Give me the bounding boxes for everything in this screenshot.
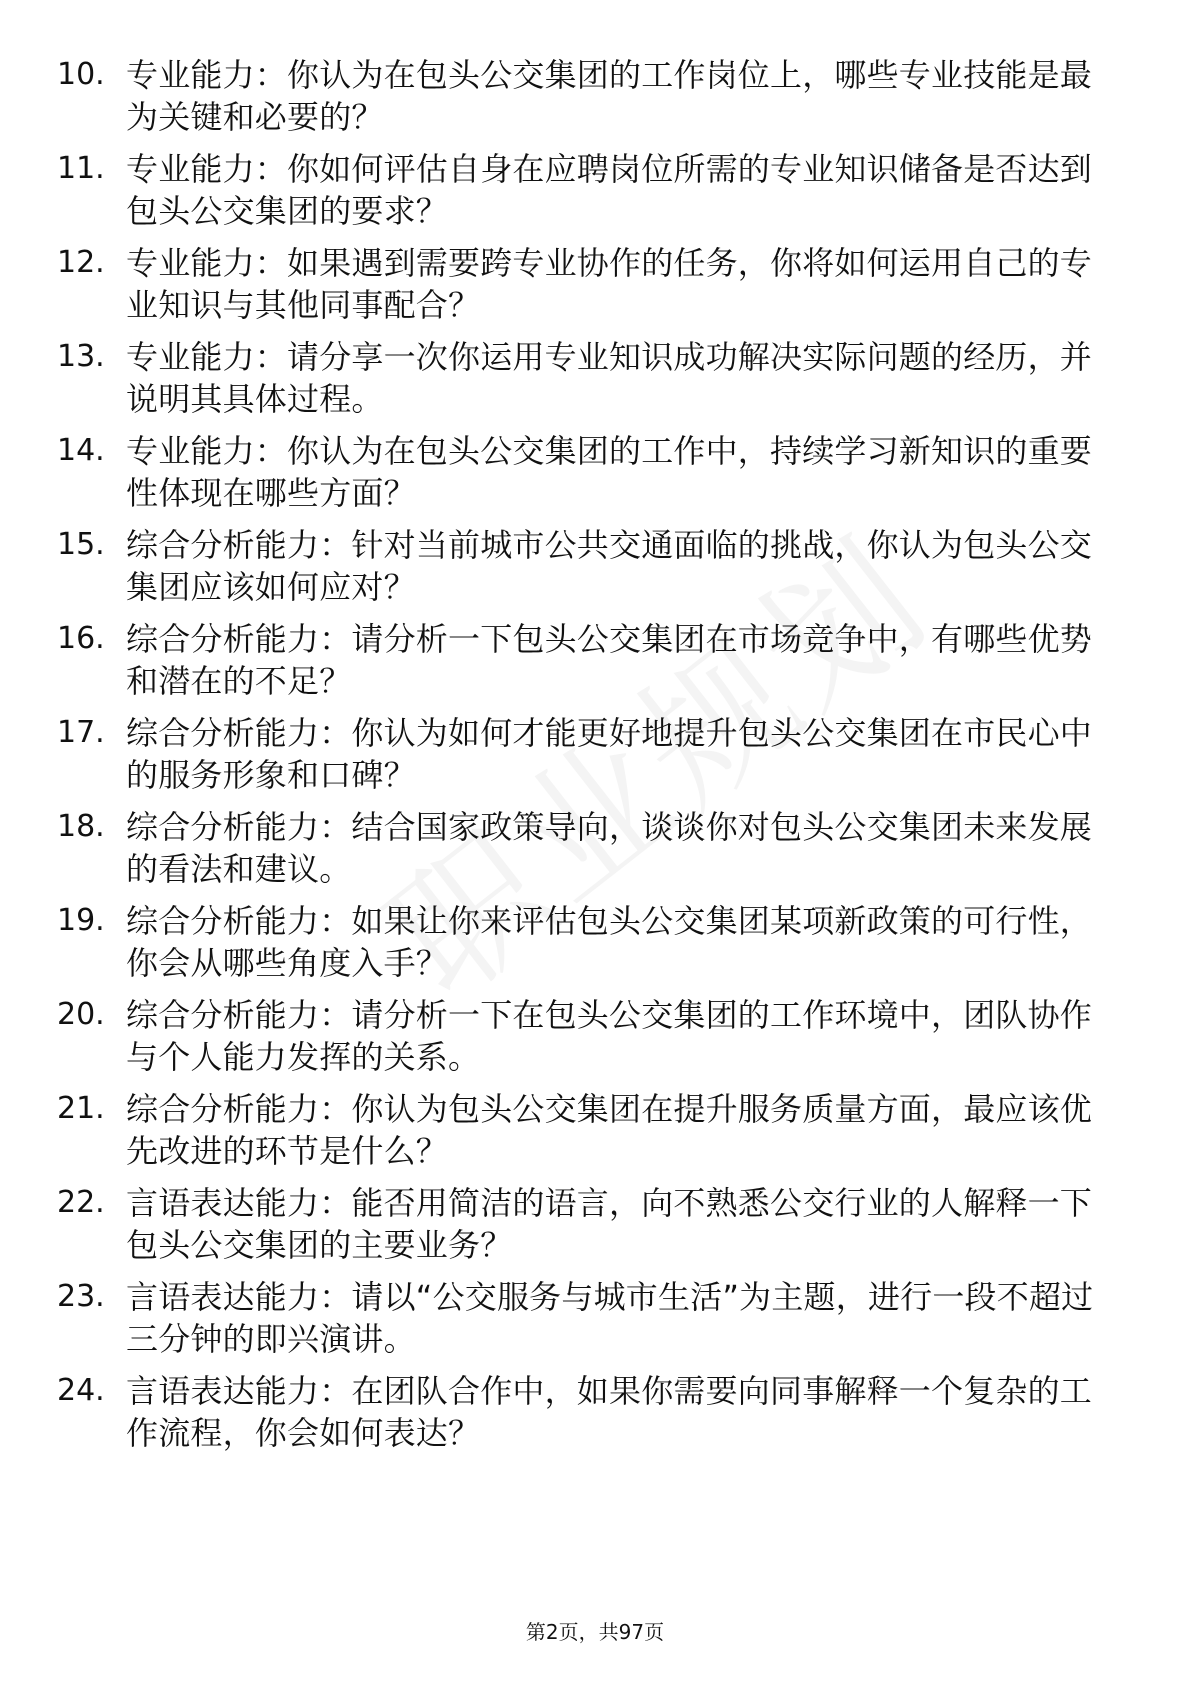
question-text: 综合分析能力：你认为包头公交集团在提升服务质量方面，最应该优先改进的环节是什么？ bbox=[126, 1090, 1093, 1170]
question-number: 23. bbox=[57, 1279, 105, 1314]
question-number: 19. bbox=[57, 903, 105, 938]
question-number: 24. bbox=[57, 1373, 105, 1408]
question-number: 20. bbox=[57, 997, 105, 1032]
question-number: 14. bbox=[57, 433, 105, 468]
question-text: 言语表达能力：请以“公交服务与城市生活”为主题，进行一段不超过三分钟的即兴演讲。 bbox=[126, 1278, 1094, 1358]
question-text: 专业能力：如果遇到需要跨专业协作的任务，你将如何运用自己的专业知识与其他同事配合？ bbox=[126, 244, 1093, 324]
question-text: 言语表达能力：在团队合作中，如果你需要向同事解释一个复杂的工作流程，你会如何表达？ bbox=[126, 1372, 1093, 1452]
page-number-footer: 第2页，共97页 bbox=[525, 1620, 665, 1644]
question-item bbox=[0, 896, 1190, 990]
question-item bbox=[0, 802, 1190, 896]
question-number: 16. bbox=[57, 621, 105, 656]
question-item bbox=[0, 1366, 1190, 1460]
question-item bbox=[0, 426, 1190, 520]
question-text: 综合分析能力：请分析一下包头公交集团在市场竞争中，有哪些优势和潜在的不足？ bbox=[126, 620, 1093, 700]
question-item bbox=[0, 520, 1190, 614]
question-item bbox=[0, 50, 1190, 144]
question-text: 综合分析能力：请分析一下在包头公交集团的工作环境中，团队协作与个人能力发挥的关系。 bbox=[126, 996, 1093, 1076]
question-item bbox=[0, 332, 1190, 426]
question-number: 22. bbox=[57, 1185, 105, 1220]
question-number: 12. bbox=[57, 245, 105, 280]
question-list bbox=[0, 50, 1190, 1460]
question-item bbox=[0, 144, 1190, 238]
question-number: 11. bbox=[57, 151, 105, 186]
question-item bbox=[0, 614, 1190, 708]
question-text: 专业能力：你认为在包头公交集团的工作中，持续学习新知识的重要性体现在哪些方面？ bbox=[126, 432, 1093, 512]
question-item bbox=[0, 1178, 1190, 1272]
question-number: 17. bbox=[57, 715, 105, 750]
question-item bbox=[0, 708, 1190, 802]
question-number: 10. bbox=[57, 57, 105, 92]
question-text: 综合分析能力：你认为如何才能更好地提升包头公交集团在市民心中的服务形象和口碑？ bbox=[126, 714, 1093, 794]
question-number: 15. bbox=[57, 527, 105, 562]
question-number: 18. bbox=[57, 809, 105, 844]
question-text: 专业能力：请分享一次你运用专业知识成功解决实际问题的经历，并说明其具体过程。 bbox=[126, 338, 1093, 418]
question-item bbox=[0, 990, 1190, 1084]
question-text: 综合分析能力：如果让你来评估包头公交集团某项新政策的可行性，你会从哪些角度入手？ bbox=[126, 902, 1093, 982]
question-number: 21. bbox=[57, 1091, 105, 1126]
question-text: 专业能力：你如何评估自身在应聘岗位所需的专业知识储备是否达到包头公交集团的要求？ bbox=[126, 150, 1093, 230]
question-text: 综合分析能力：结合国家政策导向，谈谈你对包头公交集团未来发展的看法和建议。 bbox=[126, 808, 1093, 888]
question-text: 言语表达能力：能否用简洁的语言，向不熟悉公交行业的人解释一下包头公交集团的主要业务？ bbox=[126, 1184, 1093, 1264]
question-item bbox=[0, 1272, 1190, 1366]
question-number: 13. bbox=[57, 339, 105, 374]
question-item bbox=[0, 1084, 1190, 1178]
question-item bbox=[0, 238, 1190, 332]
question-text: 综合分析能力：针对当前城市公共交通面临的挑战，你认为包头公交集团应该如何应对？ bbox=[126, 526, 1093, 606]
question-text: 专业能力：你认为在包头公交集团的工作岗位上，哪些专业技能是最为关键和必要的？ bbox=[126, 56, 1093, 136]
